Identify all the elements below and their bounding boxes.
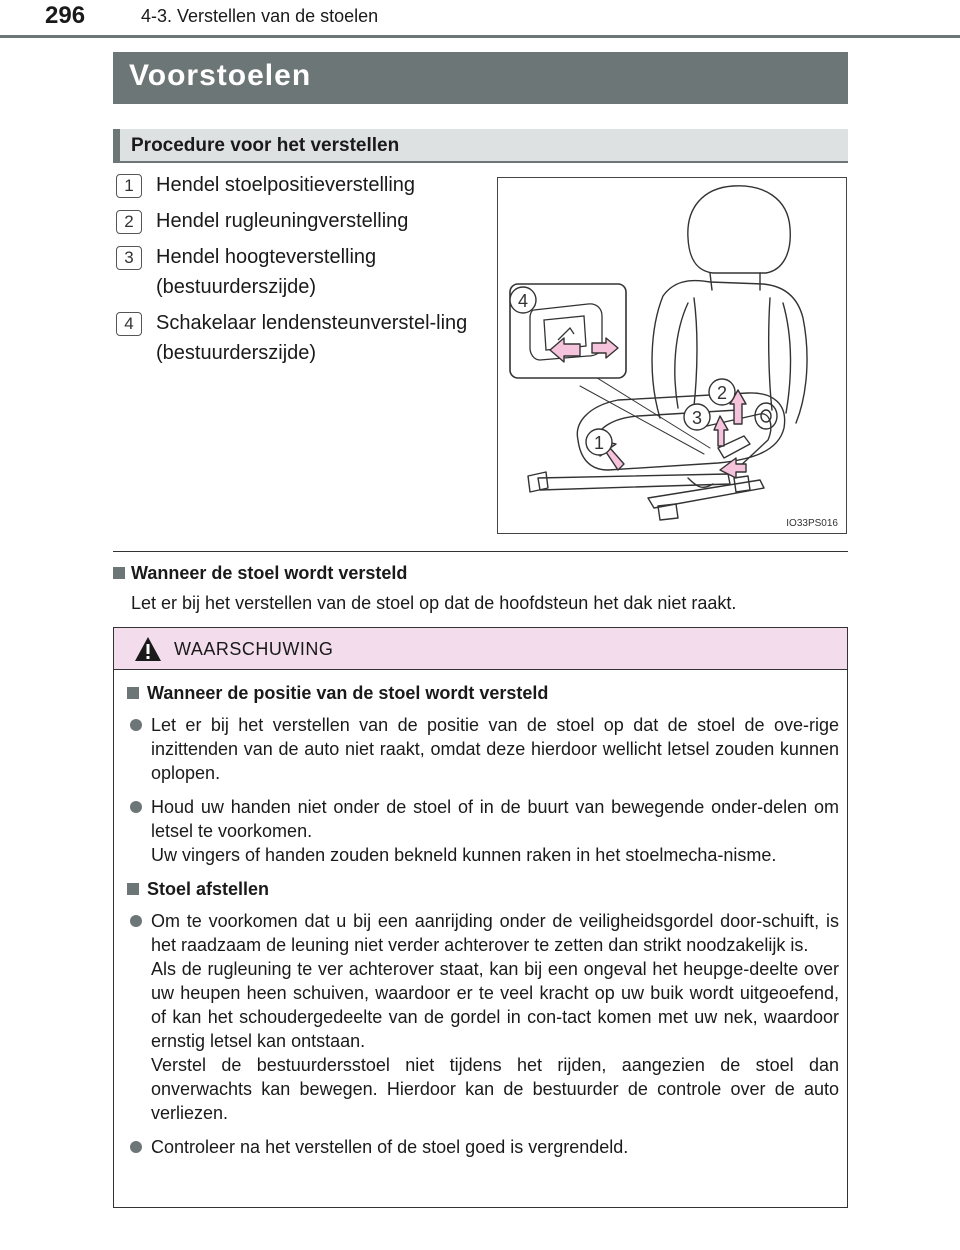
warning-list-item bbox=[127, 909, 839, 1125]
warning-content bbox=[127, 681, 839, 1169]
warning-section-title-text: Stoel afstellen bbox=[147, 879, 270, 899]
header-rule bbox=[0, 35, 960, 38]
subheader-accent-bar bbox=[113, 129, 120, 163]
procedure-item-text: Hendel stoelpositieverstelling bbox=[156, 174, 416, 196]
callout-label-2: 2 bbox=[716, 383, 728, 403]
seat-drawing bbox=[498, 178, 846, 533]
warning-list-item bbox=[127, 713, 839, 785]
section-banner bbox=[113, 52, 848, 104]
warning-box bbox=[113, 627, 848, 1208]
callout-label-1: 1 bbox=[593, 433, 605, 453]
circle-bullet-icon bbox=[130, 915, 142, 927]
callout-number: 1 bbox=[116, 174, 142, 198]
procedure-list bbox=[116, 170, 486, 374]
procedure-item-text: Hendel rugleuningverstelling bbox=[156, 210, 409, 232]
warning-paragraph: Verstel de bestuurdersstoel niet tijdens het rijden, aangezien de stoel dan onverwachts kan bewegen. Hierdoor kan de bestuurder de controle over de auto verliezen. bbox=[151, 1055, 839, 1123]
warning-paragraph: Om te voorkomen dat u bij een aanrijding onder de veiligheidsgordel door-schuift, is het raadzaam de leuning niet verder achterover te zetten dan strikt noodzakelijk is. bbox=[151, 911, 839, 955]
circle-bullet-icon bbox=[130, 801, 142, 813]
section-divider bbox=[113, 551, 848, 552]
warning-header bbox=[114, 628, 847, 670]
warning-section-title bbox=[127, 681, 839, 705]
square-bullet-icon bbox=[113, 567, 125, 579]
note-body: Let er bij het verstellen van de stoel op dat de hoofdsteun het dak niet raakt. bbox=[131, 593, 737, 613]
note-title: Wanneer de stoel wordt versteld bbox=[131, 563, 408, 583]
square-bullet-icon bbox=[127, 687, 139, 699]
warning-section-title bbox=[127, 877, 839, 901]
warning-list-item bbox=[127, 795, 839, 867]
square-bullet-icon bbox=[127, 883, 139, 895]
callout-label-4: 4 bbox=[517, 291, 529, 311]
procedure-item-text: Schakelaar lendensteunverstel-ling (bestuurderszijde) bbox=[156, 312, 468, 364]
note-heading bbox=[113, 563, 407, 584]
figure-code: IO33PS016 bbox=[786, 518, 838, 529]
circle-bullet-icon bbox=[130, 1141, 142, 1153]
warning-paragraph: Uw vingers of handen zouden bekneld kunnen raken in het stoelmecha-nisme. bbox=[151, 845, 777, 865]
subheader-underline bbox=[113, 161, 848, 163]
procedure-item bbox=[116, 206, 486, 236]
procedure-subheader bbox=[113, 129, 848, 163]
warning-paragraph: Controleer na het verstellen of de stoel goed is vergrendeld. bbox=[151, 1137, 629, 1157]
page-number: 296 bbox=[45, 2, 86, 29]
warning-paragraph: Als de rugleuning te ver achterover staat, kan bij een ongeval het heupge-deelte over uw heupen heen schuiven, waardoor er te veel kracht op uw buik wordt uitgeoefend, of kan het schoudergedeelte van de gordel in con-tact komen met uw nek, waardoor ernstig letsel kan ontstaan. bbox=[151, 959, 839, 1051]
callout-label-3: 3 bbox=[691, 408, 703, 428]
section-title: Voorstoelen bbox=[129, 59, 312, 92]
circle-bullet-icon bbox=[130, 719, 142, 731]
seat-illustration bbox=[497, 177, 847, 534]
procedure-heading: Procedure voor het verstellen bbox=[131, 135, 400, 156]
procedure-item bbox=[116, 170, 486, 200]
callout-number: 3 bbox=[116, 246, 142, 270]
chapter-title: 4-3. Verstellen van de stoelen bbox=[141, 6, 379, 26]
warning-list-item bbox=[127, 1135, 839, 1159]
callout-number: 4 bbox=[116, 312, 142, 336]
procedure-item bbox=[116, 308, 486, 368]
procedure-item-text: Hendel hoogteverstelling (bestuurderszijde) bbox=[156, 246, 377, 298]
warning-paragraph: Let er bij het verstellen van de positie van de stoel op dat de stoel de ove-rige inzittenden van de auto niet raakt, omdat deze hierdoor wellicht letsel zouden kunnen oplopen. bbox=[151, 715, 839, 783]
warning-triangle-icon bbox=[134, 636, 162, 662]
warning-paragraph: Houd uw handen niet onder de stoel of in de buurt van bewegende onder-delen om letsel te voorkomen. bbox=[151, 797, 839, 841]
warning-section-title-text: Wanneer de positie van de stoel wordt versteld bbox=[147, 683, 549, 703]
procedure-item bbox=[116, 242, 486, 302]
callout-number: 2 bbox=[116, 210, 142, 234]
warning-label: WAARSCHUWING bbox=[174, 639, 334, 659]
